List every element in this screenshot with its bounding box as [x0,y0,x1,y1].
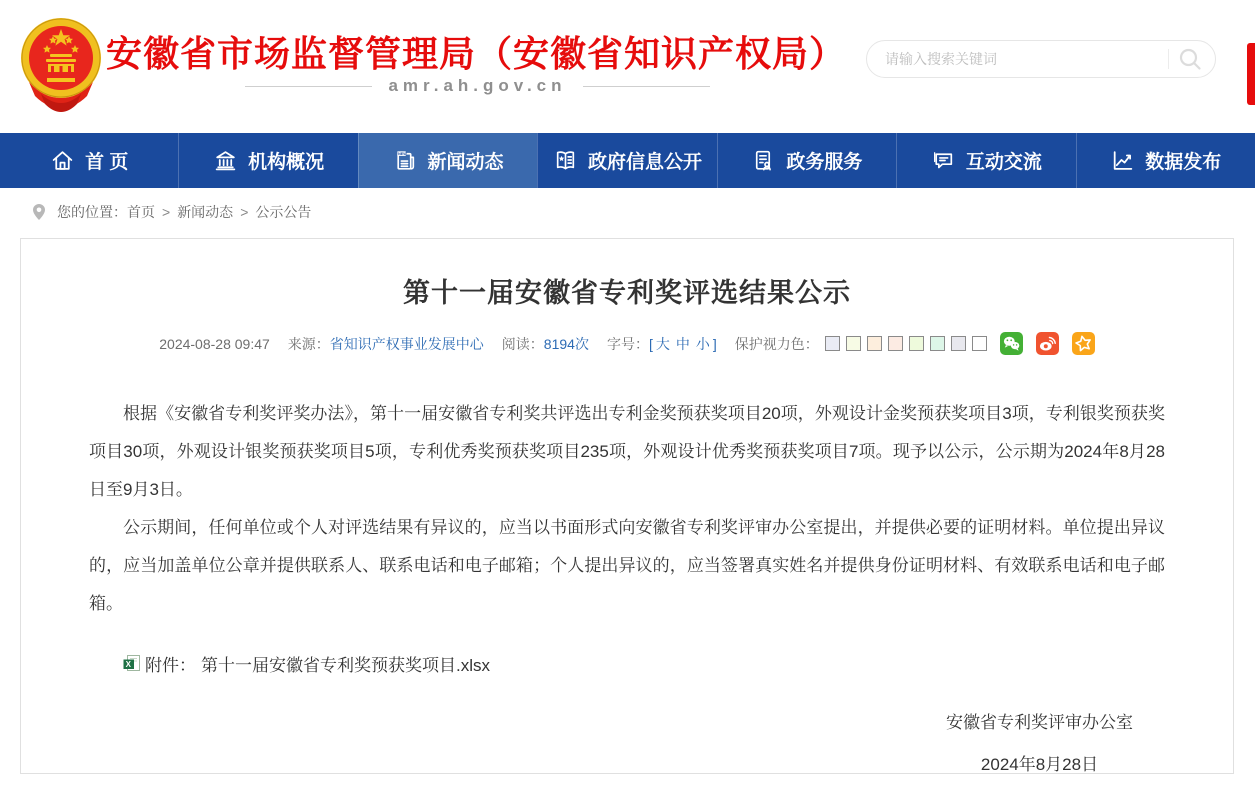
eye-color-swatch[interactable] [909,336,924,351]
article-meta [21,332,1233,355]
eye-protect-label: 保护视力色： [734,335,819,352]
article-title: 第十一届安徽省专利奖评选结果公示 [403,278,851,308]
eye-color-swatch[interactable] [930,336,945,351]
nav-item-gov-services[interactable] [717,133,896,188]
search-icon[interactable] [1177,46,1203,72]
article-body [89,395,1165,623]
breadcrumb-news[interactable]: 新闻动态 [177,204,234,220]
excel-file-icon [123,655,140,672]
chat-bubble-icon [931,148,956,173]
eye-color-swatch[interactable] [867,336,882,351]
signature-block [946,702,1133,786]
favorite-button[interactable] [1072,332,1095,355]
publish-date: 2024-08-28 09:47 [159,335,270,352]
nav-item-org-overview[interactable] [178,133,357,188]
attachment-label: 附件： [145,656,196,675]
eye-color-swatch[interactable] [951,336,966,351]
open-book-icon [553,148,578,173]
main-nav [0,133,1255,188]
eye-color-swatch[interactable] [825,336,840,351]
site-url-row [245,74,710,98]
nav-item-label: 政务服务 [786,152,863,173]
url-divider-right [583,86,710,87]
floating-widget-edge[interactable] [1247,43,1255,105]
font-size-bracket: ] [712,335,717,352]
font-size-large-button[interactable]: 大 [655,335,670,352]
attachment-row [123,651,1165,676]
national-emblem-logo [17,16,105,112]
nav-item-label: 首 页 [85,152,129,173]
weibo-icon [1036,332,1059,355]
breadcrumb [0,188,1255,236]
url-divider-left [245,86,372,87]
content-card [20,238,1234,774]
nav-item-gov-info[interactable] [537,133,716,188]
nav-item-news[interactable] [358,133,537,188]
search-input[interactable] [885,51,1168,67]
source-value[interactable]: 省知识产权事业发展中心 [329,335,484,352]
nav-item-home[interactable] [0,133,178,188]
views-label: 阅读： [501,335,544,352]
nav-item-label: 机构概况 [248,152,325,173]
nav-item-label: 数据发布 [1145,152,1222,173]
location-pin-icon [31,203,47,221]
article-paragraph: 根据《安徽省专利奖评奖办法》，第十一届安徽省专利奖共评选出专利金奖预获奖项目20项，外观设计金奖预获奖项目3项，专利银奖预获奖项目30项，外观设计银奖预获奖项目5项，专利优秀奖预获奖项目235项，外观设计优秀奖预获奖项目7项。现予以公示，公示期为2024年8月28日至9月3日。 [89,404,1165,499]
article-paragraph: 公示期间，任何单位或个人对评选结果有异议的，应当以书面形式向安徽省专利奖评审办公室提出，并提供必要的证明材料。单位提出异议的，应当加盖单位公章并提供联系人、联系电话和电子邮箱；个人提出异议的，应当签署真实姓名并提供身份证明材料、有效联系电话和电子邮箱。 [89,518,1165,613]
breadcrumb-current: 公示公告 [255,204,312,220]
nav-item-interaction[interactable] [896,133,1075,188]
eye-color-swatch[interactable] [972,336,987,351]
font-size-label: 字号： [606,335,649,352]
eye-color-swatch[interactable] [846,336,861,351]
document-person-icon [751,148,776,173]
share-weibo-button[interactable] [1036,332,1059,355]
eye-color-swatch[interactable] [888,336,903,351]
breadcrumb-separator: > [240,204,249,220]
font-size-bracket: [ [648,335,653,352]
share-wechat-button[interactable] [1000,332,1023,355]
attachment-link[interactable]: 第十一届安徽省专利奖预获奖项目.xlsx [201,656,490,675]
line-chart-icon [1110,148,1135,173]
wechat-icon [1000,332,1023,355]
signature-date: 2024年8月28日 [980,755,1099,774]
newspaper-icon [393,148,418,173]
signature-office: 安徽省专利奖评审办公室 [946,713,1133,732]
nav-item-label: 互动交流 [965,152,1042,173]
breadcrumb-label: 您的位置： [57,204,127,220]
svg-text:X: X [125,660,131,669]
search-box[interactable] [866,40,1216,78]
font-size-small-button[interactable]: 小 [695,335,710,352]
nav-item-data-release[interactable] [1076,133,1255,188]
star-icon [1072,332,1095,355]
site-header [0,0,1255,133]
home-icon [50,148,75,173]
svg-text:NEW: NEW [397,151,407,156]
institution-icon [213,148,238,173]
site-url: amr.ah.gov.cn [388,76,567,95]
breadcrumb-separator: > [162,204,171,220]
source-label: 来源： [287,335,330,352]
nav-item-label: 政府信息公开 [587,152,702,173]
search-divider [1168,49,1169,69]
nav-item-label: 新闻动态 [427,152,504,173]
views-value: 8194次 [543,335,589,352]
site-title: 安徽省市场监督管理局（安徽省知识产权局） [106,33,847,74]
breadcrumb-home[interactable]: 首页 [127,204,155,220]
font-size-medium-button[interactable]: 中 [675,335,690,352]
